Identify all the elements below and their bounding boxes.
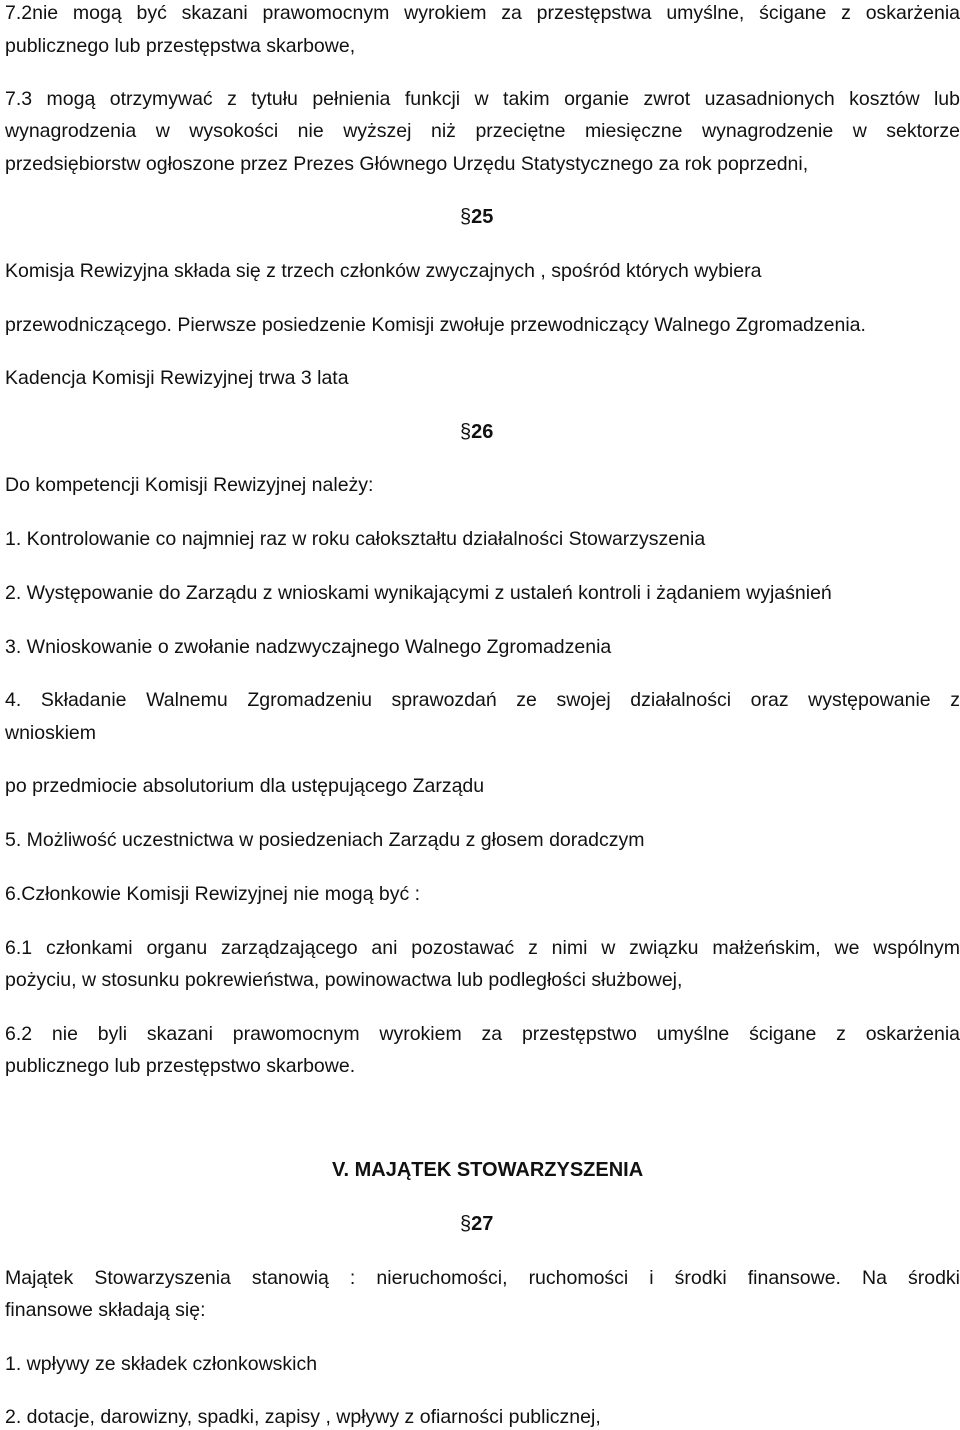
text-line: Do kompetencji Komisji Rewizyjnej należy: — [5, 474, 374, 496]
text-line: publicznego lub przestępstwa skarbowe, — [5, 35, 356, 57]
list-item: 3. Wnioskowanie o zwołanie nadzwyczajnego Walnego Zgromadzenia — [5, 636, 612, 658]
list-item: 5. Możliwość uczestnictwa w posiedzeniach Zarządu z głosem doradczym — [5, 829, 645, 851]
text-line: finansowe składają się: — [5, 1299, 206, 1321]
text-line: wynagrodzenia w wysokości nie wyższej niż przeciętne miesięczne wynagrodzenie w sektorze — [5, 120, 960, 142]
text-line: Kadencja Komisji Rewizyjnej trwa 3 lata — [5, 367, 349, 389]
list-item: 2. Występowanie do Zarządu z wnioskami wynikającymi z ustaleń kontroli i żądaniem wyjaśnień — [5, 582, 832, 604]
list-item: 1. Kontrolowanie co najmniej raz w roku całokształtu działalności Stowarzyszenia — [5, 528, 706, 550]
chapter-heading: V. MAJĄTEK STOWARZYSZENIA — [332, 1159, 644, 1181]
section-26-heading — [460, 419, 493, 445]
text-line: pożyciu, w stosunku pokrewieństwa, powinowactwa lub podległości służbowej, — [5, 969, 683, 991]
section-symbol: § — [460, 421, 472, 443]
section-27-heading — [460, 1211, 493, 1237]
text-line: 7.3 mogą otrzymywać z tytułu pełnienia funkcji w takim organie zwrot uzasadnionych kosztów lub — [5, 88, 960, 110]
list-item: 4. Składanie Walnemu Zgromadzeniu sprawozdań ze swojej działalności oraz występowanie z — [5, 689, 960, 711]
document-page — [5, 0, 960, 1430]
section-number: 26 — [471, 421, 494, 443]
text-line: Komisja Rewizyjna składa się z trzech członków zwyczajnych , spośród których wybiera — [5, 260, 762, 282]
text-line: wnioskiem — [5, 722, 97, 744]
section-symbol: § — [460, 206, 472, 228]
text-line: po przedmiocie absolutorium dla ustępującego Zarządu — [5, 775, 485, 797]
list-item: 6.1 członkami organu zarządzającego ani pozostawać z nimi w związku małżeńskim, we wspólnym — [5, 937, 960, 959]
list-item: 1. wpływy ze składek członkowskich — [5, 1353, 318, 1375]
section-25-heading — [460, 204, 493, 230]
text-line: 7.2nie mogą być skazani prawomocnym wyrokiem za przestępstwa umyślne, ścigane z oskarżenia — [5, 2, 960, 24]
text-line: przedsiębiorstw ogłoszone przez Prezes Głównego Urzędu Statystycznego za rok poprzedni, — [5, 153, 809, 175]
list-item: 6.Członkowie Komisji Rewizyjnej nie mogą być : — [5, 883, 421, 905]
section-number: 27 — [471, 1213, 494, 1235]
section-number: 25 — [471, 206, 494, 228]
list-item: 6.2 nie byli skazani prawomocnym wyrokiem za przestępstwo umyślne ścigane z oskarżenia — [5, 1023, 960, 1045]
list-item: 2. dotacje, darowizny, spadki, zapisy , wpływy z ofiarności publicznej, — [5, 1406, 601, 1428]
section-symbol: § — [460, 1213, 472, 1235]
text-line: Majątek Stowarzyszenia stanowią : nieruchomości, ruchomości i środki finansowe. Na środki — [5, 1267, 960, 1289]
text-line: publicznego lub przestępstwo skarbowe. — [5, 1055, 356, 1077]
text-line: przewodniczącego. Pierwsze posiedzenie Komisji zwołuje przewodniczący Walnego Zgromadzenia. — [5, 314, 866, 336]
